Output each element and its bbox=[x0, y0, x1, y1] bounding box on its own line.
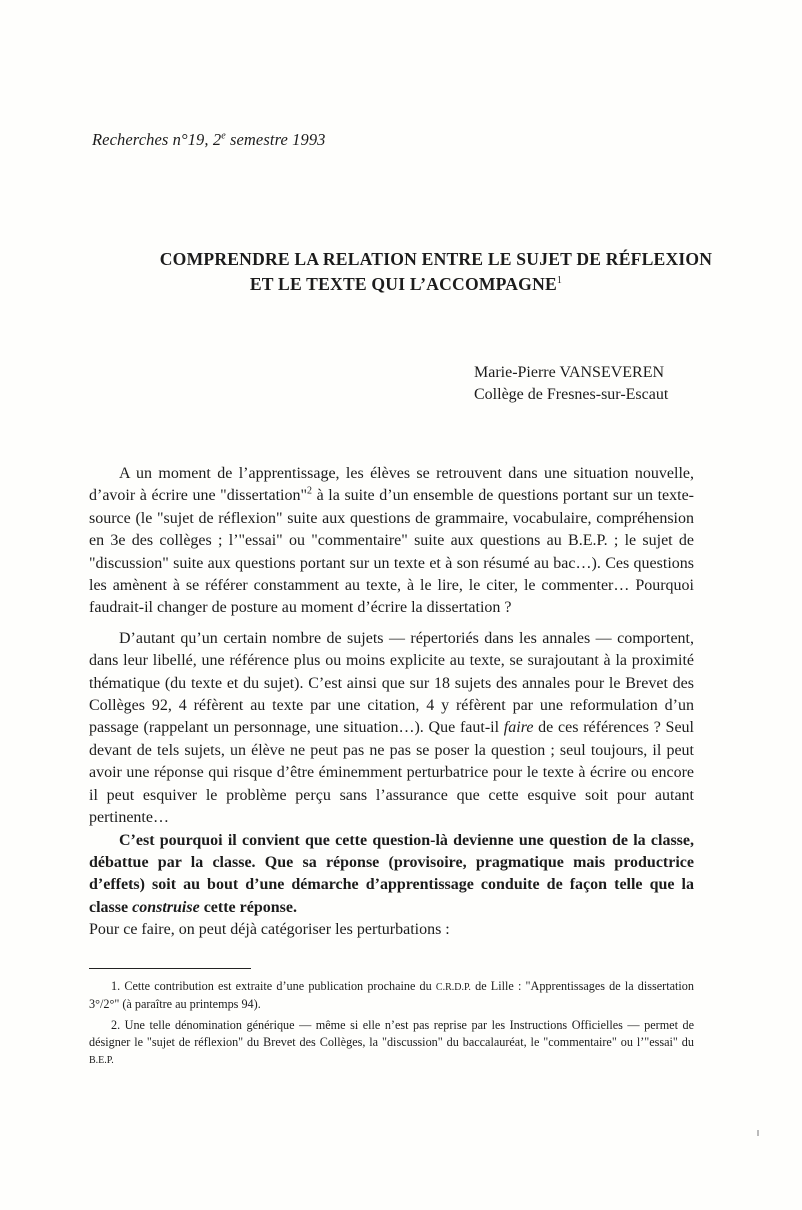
title-line-2: ET LE TEXTE QUI L’ACCOMPAGNE$^1$ bbox=[249, 273, 563, 294]
scan-mark bbox=[757, 1130, 759, 1136]
paragraph-3: C’est pourquoi il convient que cette question-là devienne une question de la classe, débattue par la classe. Que sa réponse (provisoire, pragmatique mais productrice d’effets) soit au bout d’une démarche d’apprentissage conduite de façon telle que la classe construise cette réponse. bbox=[89, 831, 694, 916]
paragraph-4: Pour ce faire, on peut déjà catégoriser les perturbations : bbox=[89, 921, 450, 939]
footnote-ref-2: 2 bbox=[307, 486, 313, 498]
footnote-1: 1. Cette contribution est extraite d’une publication prochaine du C.R.D.P. de Lille : "Apprentissages de la dissertation 3°/2°" (à paraître au printemps 94). bbox=[89, 979, 694, 1011]
footnote-rule bbox=[89, 968, 251, 969]
footnotes bbox=[89, 978, 694, 1073]
journal-header: Recherches n°19, 2e semestre 1993 bbox=[92, 130, 326, 149]
paragraph-1: A un moment de l’apprentissage, les élèves se retrouvent dans une situation nouvelle, d’avoir à écrire une "dissertation"$^2$ à la suite d’un ensemble de questions portant sur un texte-source (le "sujet de réflexion" suite aux questions de grammaire, vocabulaire, compréhension en 3e des collèges ; l’"essai" ou "commentaire" suite aux questions au B.E.P. ; le sujet de "discussion" suite aux questions portant sur un texte et à son résumé au bac…). Ces questions les amènent à se référer constamment au texte, à le lire, le citer, le commenter… Pourquoi faudrait-il changer de posture au moment d’écrire la dissertation ? bbox=[89, 465, 694, 617]
footnote-ref-1: 1 bbox=[556, 275, 563, 286]
author-name: Marie-Pierre VANSEVEREN bbox=[474, 364, 665, 381]
title-line-1: COMPRENDRE LA RELATION ENTRE LE SUJET DE RÉFLEXION bbox=[159, 249, 713, 269]
footnote-2: 2. Une telle dénomination générique — même si elle n’est pas reprise par les Instructions Officielles — permet de désigner le "sujet de réflexion" du Brevet des Collèges, la "discussion" du baccalauréat, le "commentaire" ou l’"essai" du B.E.P. bbox=[89, 1018, 694, 1066]
paragraph-2: D’autant qu’un certain nombre de sujets — répertoriés dans les annales — comportent, dans leur libellé, une référence plus ou moins explicite au texte, se surajoutant à la proximité thématique (du texte et du sujet). C’est ainsi que sur 18 sujets des annales pour le Brevet des Collèges 92, 4 réfèrent au texte par une citation, 4 y réfèrent par une reformulation d’un passage (rappelant un personnage, une situation…). Que faut-il faire de ces références ? Seul devant de tels sujets, un élève ne peut pas ne pas se poser la question ; seul toujours, il peut avoir une réponse qui risque d’être éminemment perturbatrice pour le texte à écrire ou encore il peut esquiver le problème perçu sans l’assurance que cette esquive soit pour autant pertinente… bbox=[89, 629, 694, 827]
article-body bbox=[89, 463, 694, 942]
article-title bbox=[0, 249, 802, 295]
author-affiliation: Collège de Fresnes-sur-Escaut bbox=[474, 386, 669, 403]
author-block bbox=[474, 362, 668, 406]
